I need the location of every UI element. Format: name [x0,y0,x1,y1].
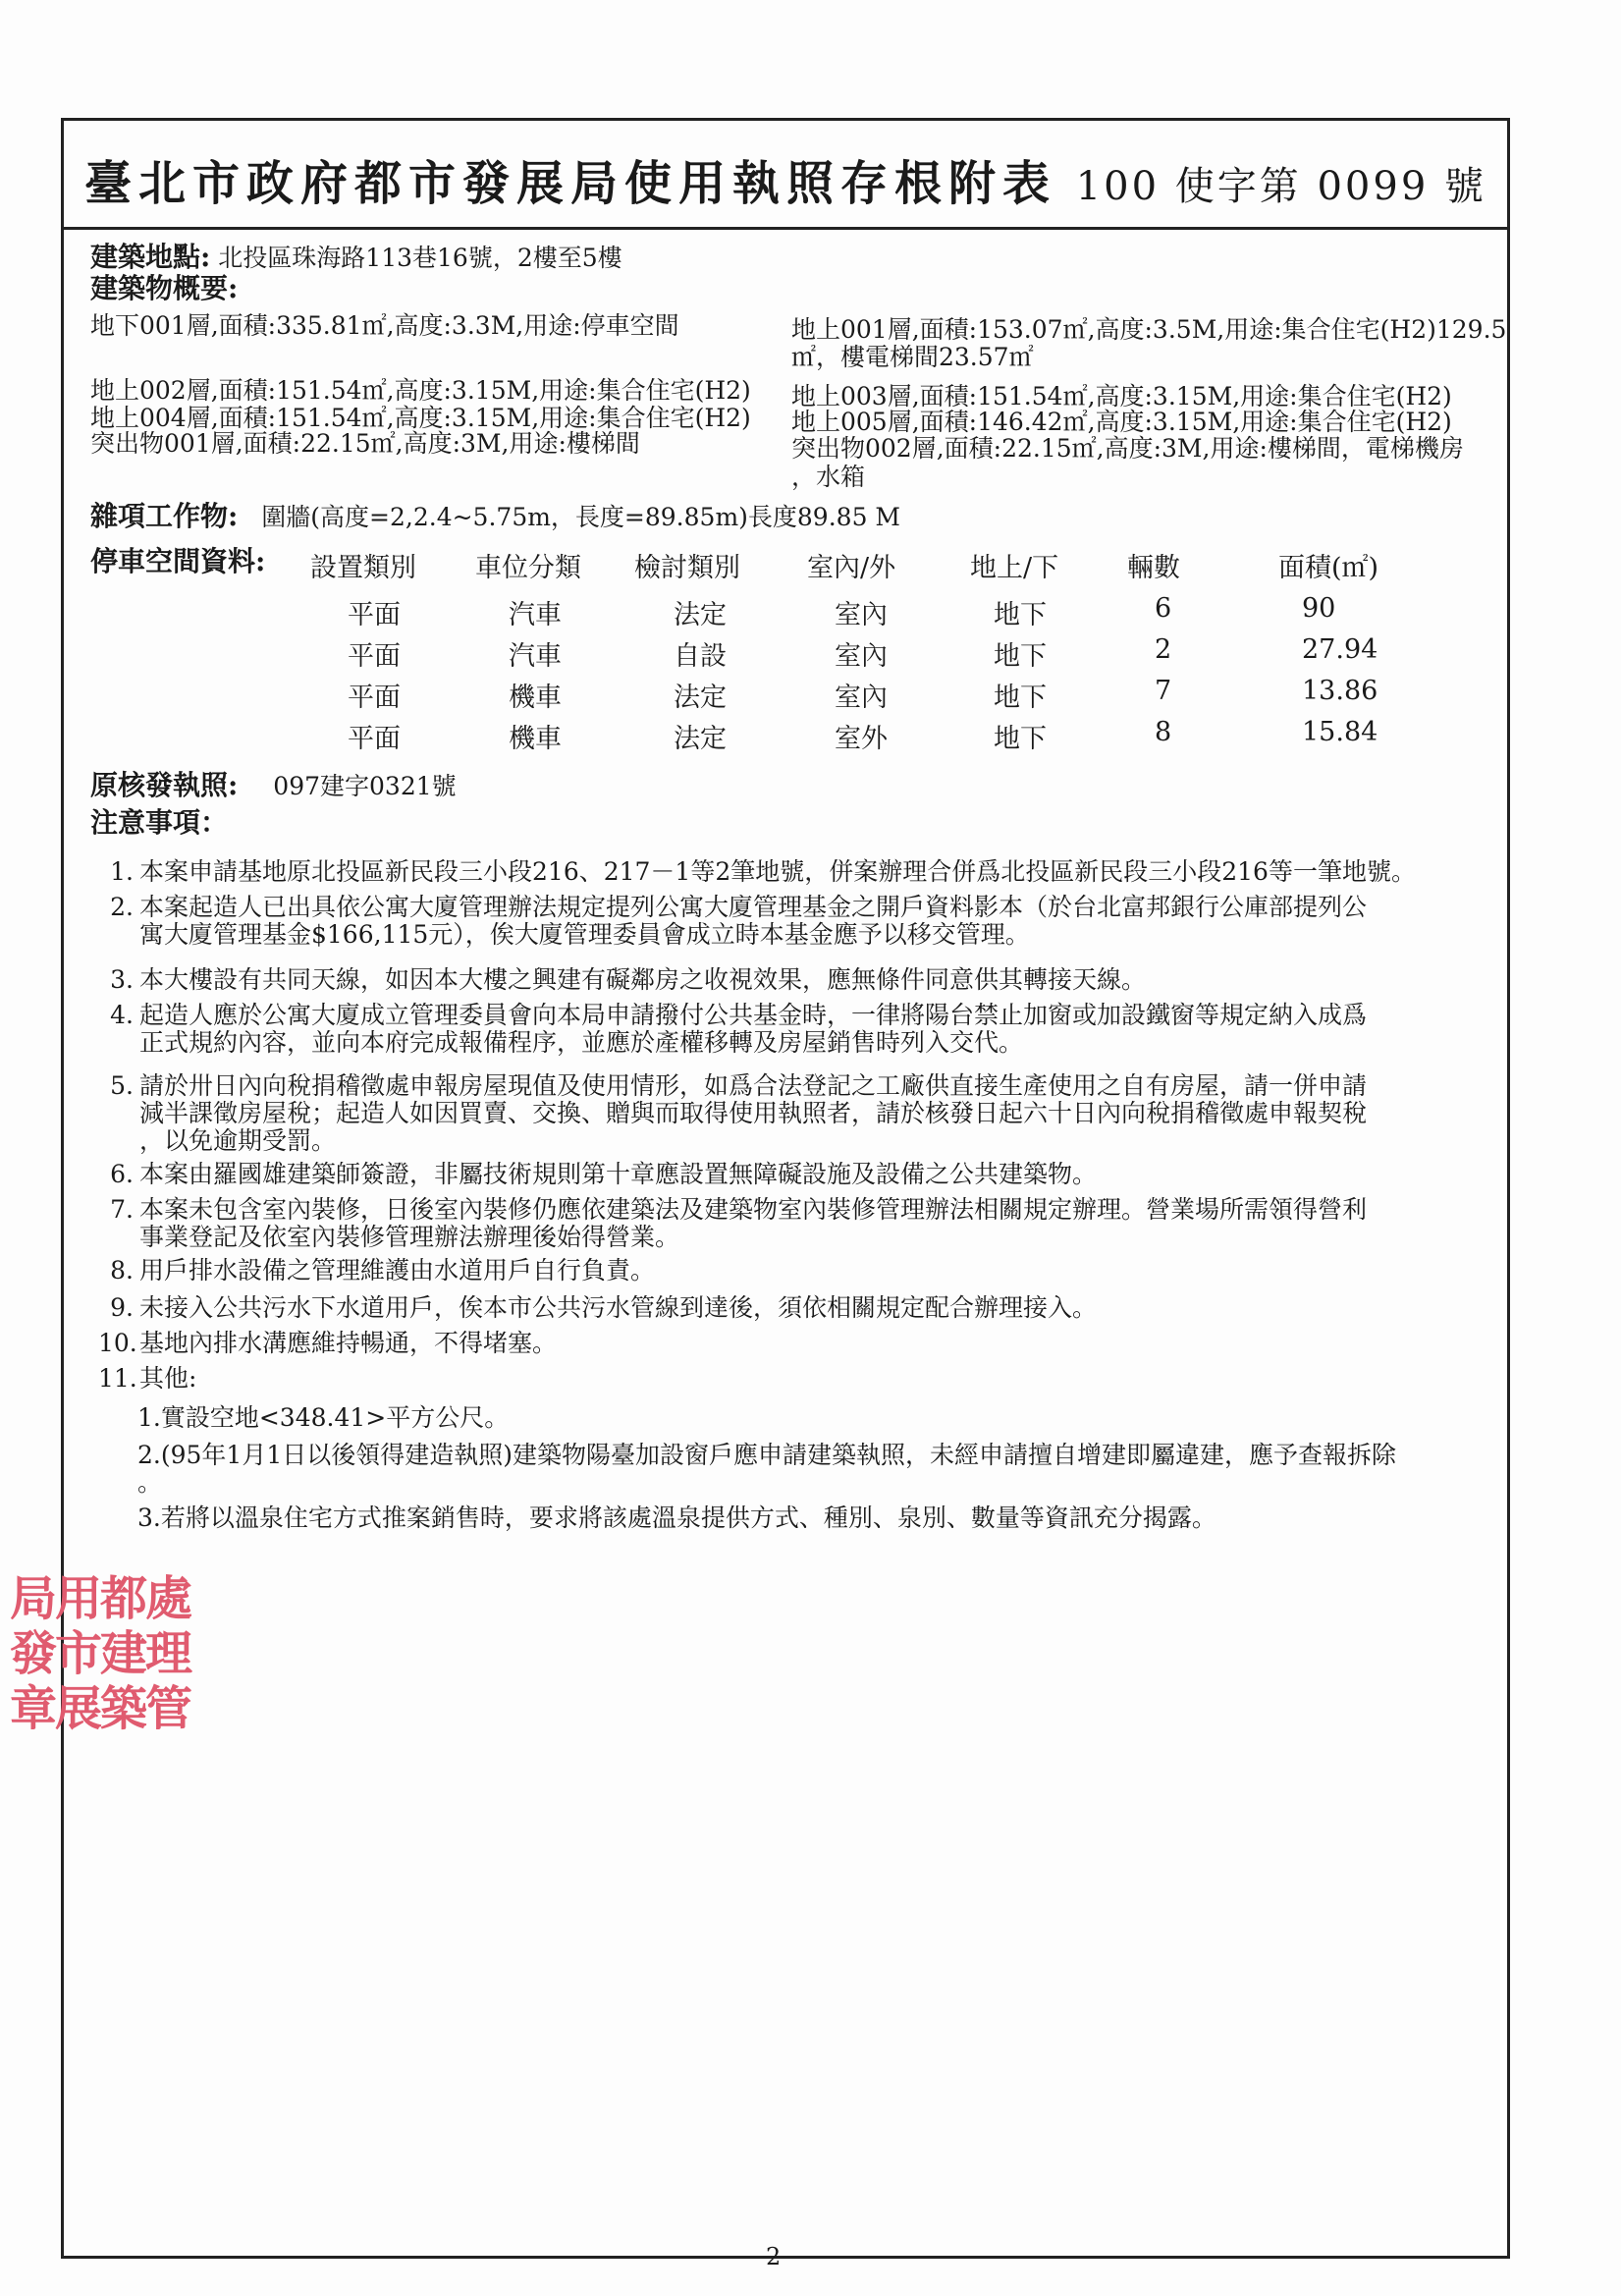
seal-glyph: 章 [10,1681,58,1736]
note-item [98,1072,1367,1155]
note-line: 基地內排水溝應維持暢通，不得堵塞。 [139,1329,558,1357]
parking-cell: 自設 [674,641,727,672]
note-line: 未接入公共污水下水道用戶，俟本市公共污水管線到達後，須依相關規定配合辦理接入。 [139,1293,1098,1322]
overview-left-line: 地上002層,面積:151.54㎡,高度:3.15M,用途:集合住宅(H2) [90,376,751,405]
note-sub-line: 2.(95年1月1日以後領得建造執照)建築物陽臺加設窗戶應申請建築執照，未經申請擅自增建即屬違建，應予查報拆除 [137,1441,1396,1469]
note-sub-line: 。 [137,1468,163,1497]
document-header [61,118,1510,230]
parking-cell: 地下 [994,683,1047,713]
misc-row [90,500,901,532]
parking-header: 地上/下 [970,553,1059,583]
note-sub-line: 3.若將以溫泉住宅方式推案銷售時，要求將該處溫泉提供方式、種別、泉別、數量等資訊充分揭露。 [137,1503,1216,1532]
note-sub-item [137,1504,1216,1532]
site-label: 建築地點: [90,241,211,273]
note-line: 事業登記及依室內裝修管理辦法辦理後始得營業。 [139,1223,680,1251]
note-number: 8. [110,1256,134,1285]
overview-right-line: 突出物002層,面積:22.15㎡,高度:3M,用途:樓梯間，電梯機房 [791,434,1464,463]
note-item [98,1257,655,1285]
overview-right-line: 地上001層,面積:153.07㎡,高度:3.5M,用途:集合住宅(H2)129.5 [791,315,1507,344]
parking-cell: 法定 [674,683,727,713]
note-line: 本案未包含室內裝修，日後室內裝修仍應依建築法及建築物室內裝修管理辦法相關規定辦理。營業場所需領得營利 [139,1195,1368,1224]
note-sub-item [137,1442,1396,1497]
parking-cell: 平面 [348,724,401,754]
note-line: 正式規約內容，並向本府完成報備程序，並應於產權移轉及房屋銷售時列入交代。 [139,1028,1024,1057]
note-line: 減半課徵房屋稅；起造人如因買賣、交換、贈與而取得使用執照者，請於核發日起六十日內向稅捐稽徵處申報契稅 [139,1099,1368,1127]
note-sub-line: 1.實設空地<348.41>平方公尺。 [137,1403,510,1432]
parking-cell: 汽車 [509,600,562,630]
overview-left-line: 地上004層,面積:151.54㎡,高度:3.15M,用途:集合住宅(H2) [90,404,751,432]
note-line: 用戶排水設備之管理維護由水道用戶自行負責。 [139,1256,656,1285]
seal-glyph: 處 [145,1571,193,1626]
parking-cell: 法定 [674,724,727,754]
parking-header: 輛數 [1127,553,1180,583]
original-license-value: 097建字0321號 [273,772,457,800]
original-license-row [90,769,457,801]
parking-cell: 室內 [835,641,888,672]
misc-label: 雜項工作物: [90,500,239,532]
notes-label: 注意事項： [90,806,229,839]
parking-cell: 8 [1155,717,1172,747]
official-seal [10,1571,193,1736]
note-line: 本案申請基地原北投區新民段三小段216、217－1等2筆地號，併案辦理合併爲北投區新民段三小段216等一筆地號。 [139,857,1416,886]
site-row [90,241,622,273]
note-number: 6. [110,1160,134,1188]
parking-cell: 室內 [835,600,888,630]
note-item [98,1294,1097,1322]
note-item [98,1002,1367,1057]
note-line: ，以免逾期受罰。 [139,1126,337,1155]
parking-cell: 27.94 [1302,634,1378,665]
note-number: 11. [98,1364,137,1393]
note-sub-item [137,1404,509,1432]
parking-cell: 2 [1155,634,1172,665]
parking-cell: 地下 [994,641,1047,672]
note-line: 本案由羅國雄建築師簽證，非屬技術規則第十章應設置無障礙設施及設備之公共建築物。 [139,1160,1098,1188]
seal-glyph: 築 [100,1681,148,1736]
parking-header: 室內/外 [807,553,896,583]
note-number: 10. [98,1329,137,1357]
note-item [98,1161,1097,1188]
note-item [98,1196,1367,1251]
note-item [98,858,1416,886]
parking-header: 設置類別 [310,553,416,583]
permit-number: 100 使字第 0099 號 [1075,164,1486,209]
parking-cell: 15.84 [1302,717,1378,747]
note-number: 4. [110,1001,134,1029]
note-line: 起造人應於公寓大廈成立管理委員會向本局申請撥付公共基金時，一律將陽台禁止加窗或加設鐵窗等規定納入成爲 [139,1001,1368,1029]
document-title: 臺北市政府都市發展局使用執照存根附表 [84,156,1057,211]
parking-cell: 平面 [348,683,401,713]
overview-right-line: 地上005層,面積:146.42㎡,高度:3.15M,用途:集合住宅(H2) [791,408,1452,436]
parking-header: 面積(㎡) [1278,553,1379,583]
seal-glyph: 局 [10,1571,58,1626]
note-item [98,1365,196,1393]
original-license-label: 原核發執照: [90,769,239,801]
note-number: 9. [110,1293,134,1322]
overview-right-line: ，水箱 [791,463,866,491]
parking-cell: 地下 [994,724,1047,754]
site-value: 北投區珠海路113巷16號，2樓至5樓 [218,244,622,272]
note-item [98,966,1146,994]
parking-cell: 平面 [348,600,401,630]
note-item [98,894,1367,949]
overview-right-line: ㎡，樓電梯間23.57㎡ [791,343,1034,371]
parking-cell: 室內 [835,683,888,713]
note-number: 5. [110,1071,134,1100]
seal-glyph: 理 [145,1626,193,1681]
seal-glyph: 管 [145,1681,193,1736]
seal-glyph: 展 [55,1681,103,1736]
seal-glyph: 用 [55,1571,103,1626]
parking-cell: 13.86 [1302,676,1378,706]
parking-header: 車位分類 [475,553,581,583]
parking-cell: 地下 [994,600,1047,630]
misc-value: 圍牆(高度=2,2.4~5.75m，長度=89.85m)長度89.85 M [261,503,901,531]
seal-glyph: 建 [100,1626,148,1681]
note-number: 3. [110,965,134,994]
seal-glyph: 市 [55,1626,103,1681]
parking-label: 停車空間資料: [90,545,266,577]
note-line: 本大樓設有共同天線，如因本大樓之興建有礙鄰房之收視效果，應無條件同意供其轉接天線。 [139,965,1147,994]
parking-cell: 平面 [348,641,401,672]
note-item [98,1330,557,1357]
overview-label: 建築物概要: [90,272,239,304]
overview-left-line: 地下001層,面積:335.81㎡,高度:3.3M,用途:停車空間 [90,311,679,340]
note-line: 請於卅日內向稅捐稽徵處申報房屋現值及使用情形，如爲合法登記之工廠供直接生產使用之自有房屋，請一併申請 [139,1071,1368,1100]
parking-cell: 法定 [674,600,727,630]
parking-cell: 室外 [835,724,888,754]
parking-header: 檢討類別 [634,553,740,583]
parking-cell: 6 [1155,593,1172,624]
parking-cell: 機車 [509,724,562,754]
note-line: 其他: [139,1364,197,1393]
parking-cell: 汽車 [509,641,562,672]
note-line: 本案起造人已出具依公寓大廈管理辦法規定提列公寓大廈管理基金之開戶資料影本（於台北富邦銀行公庫部提列公 [139,893,1368,921]
note-number: 1. [110,857,134,886]
overview-right-line: 地上003層,面積:151.54㎡,高度:3.15M,用途:集合住宅(H2) [791,382,1452,410]
overview-left-line: 突出物001層,面積:22.15㎡,高度:3M,用途:樓梯間 [90,429,640,458]
parking-cell: 90 [1302,593,1336,624]
parking-cell: 機車 [509,683,562,713]
seal-glyph: 發 [10,1626,58,1681]
note-line: 寓大廈管理基金$166,115元），俟大廈管理委員會成立時本基金應予以移交管理。 [139,920,1030,949]
parking-cell: 7 [1155,676,1172,706]
note-number: 7. [110,1195,134,1224]
seal-glyph: 都 [100,1571,148,1626]
page-number: 2 [766,2243,782,2270]
note-number: 2. [110,893,134,921]
